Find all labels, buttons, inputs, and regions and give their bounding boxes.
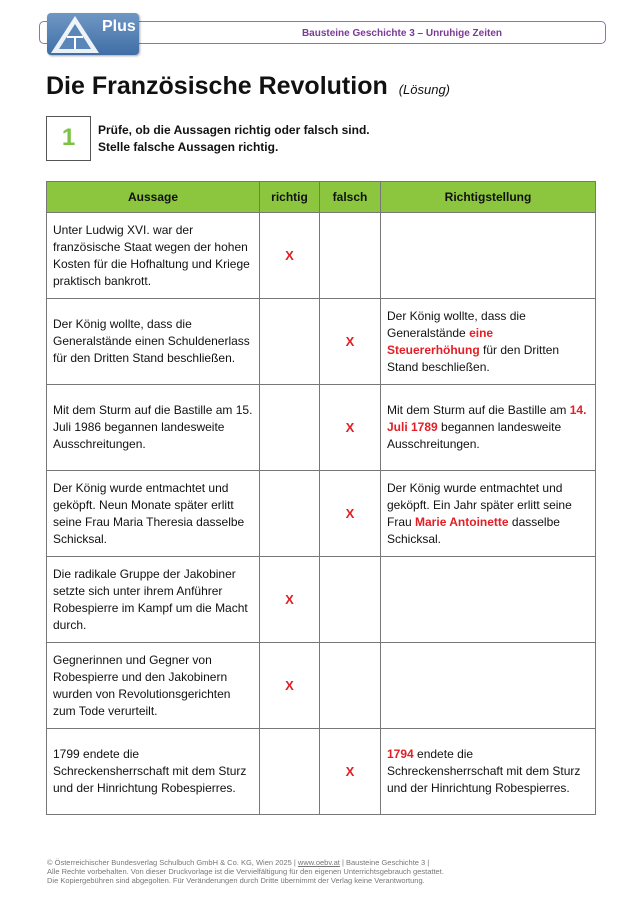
instruction-line-2: Stelle falsche Aussagen richtig. [98, 140, 279, 154]
wrong-mark [320, 213, 381, 299]
answer-table [46, 181, 596, 815]
footer-line-1 [47, 858, 444, 867]
correction-text: Mit dem Sturm auf die Bastille am [387, 403, 570, 417]
correction-highlight: eine Steuererhöhung [387, 325, 494, 357]
correct-mark: X [260, 643, 320, 729]
wrong-mark [320, 643, 381, 729]
correct-mark [260, 385, 320, 471]
correct-mark: X [260, 557, 320, 643]
correction-text: endete die Schreckensherrschaft mit dem Sturz und der Hinrichtung Robespierres. [387, 747, 581, 795]
series-title: Bausteine Geschichte 3 – Unruhige Zeiten [301, 28, 502, 39]
correction-cell [381, 557, 596, 643]
correction-text: dasselbe Schicksal. [387, 514, 560, 546]
correction-highlight: 14. Juli 1789 [387, 403, 587, 434]
table-row [47, 643, 596, 729]
footer-copyright: © Österreichischer Bundesverlag Schulbuch GmbH & Co. KG, Wien 2025 | [47, 858, 298, 867]
correct-mark [260, 729, 320, 815]
correction-text: Der König wollte, dass die Generalstände [387, 308, 526, 340]
correction-text: für den Dritten Stand beschließen. [387, 342, 560, 374]
wrong-mark [320, 557, 381, 643]
wrong-mark: X [320, 471, 381, 557]
correct-mark [260, 299, 320, 385]
table-row [47, 471, 596, 557]
col-header-wrong: falsch [320, 182, 381, 213]
table-row [47, 557, 596, 643]
statement-cell: Unter Ludwig XVI. war der französische Staat wegen der hohen Kosten für die Hofhaltung und Kriege praktisch bankrott. [47, 213, 260, 299]
correction-highlight: 1794 [387, 747, 414, 761]
statement-cell: Gegnerinnen und Gegner von Robespierre und den Jakobinern wurden von Revolutionsgerichten zum Tode verurteilt. [47, 643, 260, 729]
statement-cell: Die radikale Gruppe der Jakobiner setzte sich unter ihrem Anführer Robespierre im Kampf um die Macht durch. [47, 557, 260, 643]
footer-series: | Bausteine Geschichte 3 | [339, 858, 430, 867]
title-sub: (Lösung) [398, 82, 451, 97]
statement-cell: 1799 endete die Schreckensherrschaft mit dem Sturz und der Hinrichtung Robespierres. [47, 729, 260, 815]
correction-cell [381, 385, 596, 471]
publisher-link[interactable]: www.oebv.at [297, 858, 340, 867]
wrong-mark: X [320, 299, 381, 385]
correction-cell [381, 299, 596, 385]
task-instructions [98, 122, 370, 156]
table-row [47, 213, 596, 299]
wrong-mark: X [320, 385, 381, 471]
page-title [46, 72, 450, 101]
title-main: Die Französische Revolution [46, 72, 388, 100]
task-number: 1 [46, 116, 91, 161]
copyright-footer [47, 858, 444, 885]
correction-cell [381, 471, 596, 557]
correct-mark [260, 471, 320, 557]
table-header-row [47, 182, 596, 213]
logo-label: Plus [102, 18, 136, 35]
wrong-mark: X [320, 729, 381, 815]
table-row [47, 385, 596, 471]
statement-cell: Der König wurde entmachtet und geköpft. Neun Monate später erlitt seine Frau Maria Theresia dasselbe Schicksal. [47, 471, 260, 557]
statement-cell: Der König wollte, dass die Generalstände einen Schuldenerlass für den Dritten Stand beschließen. [47, 299, 260, 385]
plus-logo [47, 13, 139, 55]
correct-mark: X [260, 213, 320, 299]
correction-text: begannen landesweite Ausschreitungen. [387, 420, 562, 451]
correction-cell [381, 729, 596, 815]
col-header-correct: richtig [260, 182, 320, 213]
col-header-correction: Richtigstellung [381, 182, 596, 213]
table-row [47, 299, 596, 385]
instruction-line-1: Prüfe, ob die Aussagen richtig oder falsch sind. [98, 123, 370, 137]
correction-cell [381, 213, 596, 299]
correction-cell [381, 643, 596, 729]
correction-highlight: Marie Antoinette [415, 514, 509, 529]
statement-cell: Mit dem Sturm auf die Bastille am 15. Juli 1986 begannen landesweite Ausschreitungen. [47, 385, 260, 471]
footer-line-2: Alle Rechte vorbehalten. Von dieser Druckvorlage ist die Vervielfältigung für den eigenen Unterrichtsgebrauch gestattet. [47, 867, 444, 876]
col-header-statement: Aussage [47, 182, 260, 213]
correction-text: Der König wurde entmachtet und geköpft. Ein Jahr später erlitt seine Frau [387, 480, 572, 529]
footer-line-3: Die Kopiergebühren sind abgegolten. Für Veränderungen durch Dritte übernimmt der Verlag keine Verantwortung. [47, 876, 425, 885]
table-row [47, 729, 596, 815]
